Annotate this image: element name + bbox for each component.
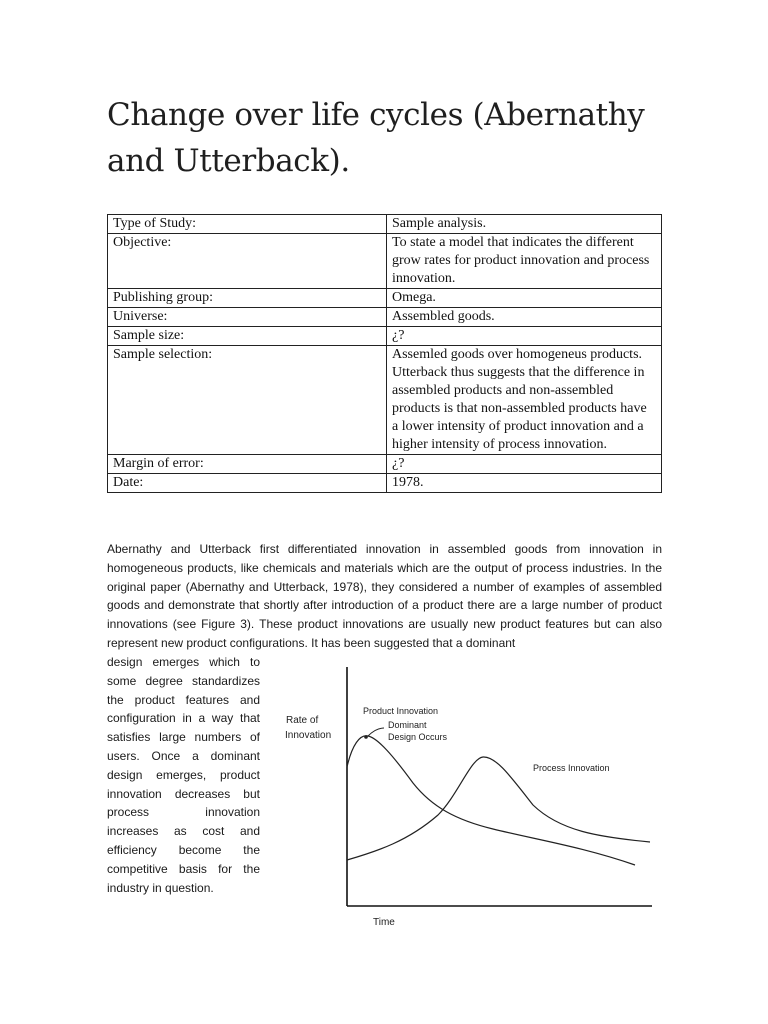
x-axis-label: Time xyxy=(373,917,395,928)
table-row xyxy=(108,455,662,474)
row-key: Sample size: xyxy=(108,327,387,346)
product-innovation-label: Product Innovation xyxy=(363,706,439,716)
y-axis-label-line-2: Innovation xyxy=(285,730,332,741)
row-value: Assemled goods over homogeneus products. Utterback thus suggests that the difference in assembled products and non-assembled products is that non-assembled products have a lower intensity of product innovation and a higher intensity of process innovation. xyxy=(387,346,662,455)
dominant-design-label-line-1: Dominant xyxy=(388,720,427,730)
figure-graphic xyxy=(278,655,658,935)
dominant-design-label-line-2: Design Occurs xyxy=(388,732,448,742)
row-value: 1978. xyxy=(387,474,662,493)
side-paragraph: design emerges which to some degree standardizes the product features and configuration in a way that satisfies large numbers of users. Once a dominant design emerges, product innovation decreases but process innovation increases as cost and efficiency become the competitive basis for the industry in question. xyxy=(107,655,260,895)
process-innovation-label: Process Innovation xyxy=(533,763,610,773)
table-row xyxy=(108,215,662,234)
table-row xyxy=(108,474,662,493)
body-paragraph: Abernathy and Utterback first differentiated innovation in assembled goods from innovation in homogeneous products, like chemicals and materials which are the output of process industries. In the original paper (Abernathy and Utterback, 1978), they considered a number of examples of assembled goods and demonstrate that shortly after introduction of a product there are a large number of product innovations (see Figure 3). These product innovations are usually new product features but can also represent new product configurations. It has been suggested that a dominant xyxy=(107,542,662,650)
innovation-lifecycle-figure xyxy=(278,655,658,935)
table-row xyxy=(108,289,662,308)
table-row xyxy=(108,327,662,346)
row-key: Publishing group: xyxy=(108,289,387,308)
page-title: Change over life cycles (Abernathy and Utterback). xyxy=(107,97,645,179)
row-value: Omega. xyxy=(387,289,662,308)
row-value: ¿? xyxy=(387,455,662,474)
row-value: To state a model that indicates the different grow rates for product innovation and process innovation. xyxy=(387,234,662,289)
table-row xyxy=(108,308,662,327)
row-key: Universe: xyxy=(108,308,387,327)
study-summary-table xyxy=(107,214,662,493)
row-key: Sample selection: xyxy=(108,346,387,455)
row-key: Type of Study: xyxy=(108,215,387,234)
row-value: ¿? xyxy=(387,327,662,346)
table-row xyxy=(108,346,662,455)
dominant-design-marker xyxy=(364,735,368,739)
row-key: Margin of error: xyxy=(108,455,387,474)
row-key: Date: xyxy=(108,474,387,493)
row-value: Sample analysis. xyxy=(387,215,662,234)
y-axis-label-line-1: Rate of xyxy=(286,715,319,726)
row-value: Assembled goods. xyxy=(387,308,662,327)
table-row xyxy=(108,234,662,289)
dominant-design-leader xyxy=(368,728,384,736)
row-key: Objective: xyxy=(108,234,387,289)
